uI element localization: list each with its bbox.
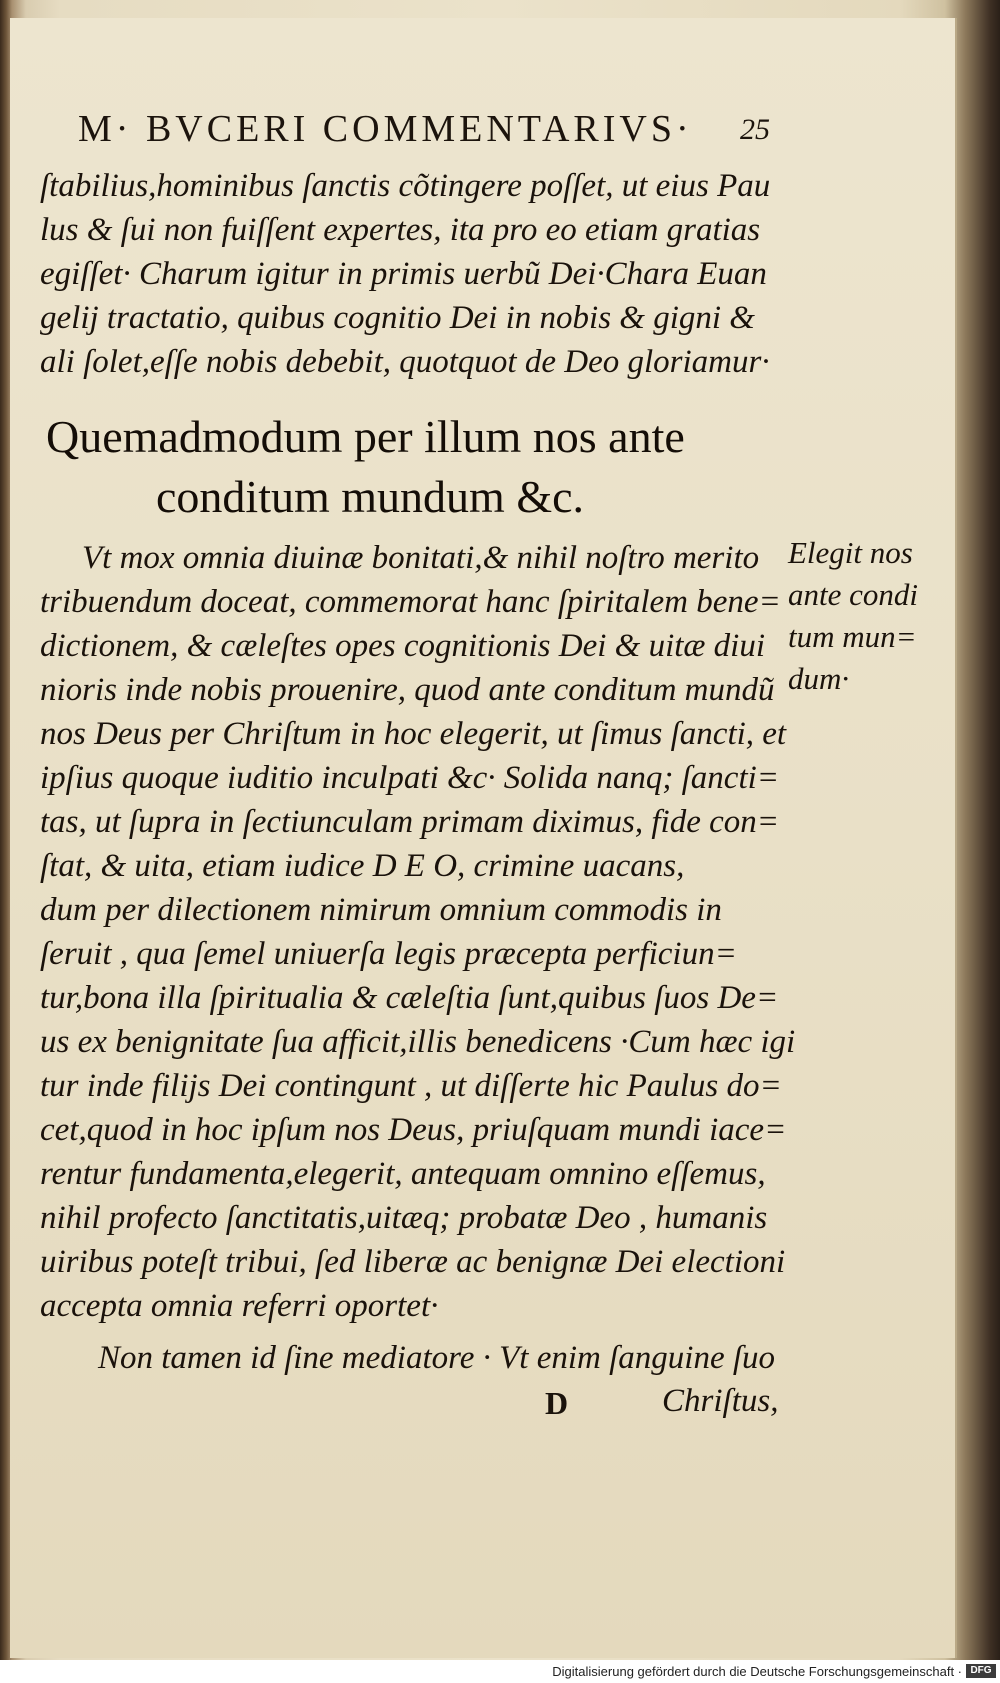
text-line: dictionem, & cæleſtes opes cognitionis Dei & uitæ diui	[40, 628, 766, 664]
text-line: tur,bona illa ſpiritualia & cæleſtia ſunt,quibus ſuos De=	[40, 980, 779, 1016]
text-line: ipſius quoque iuditio inculpati &c· Solida nanq; ſancti=	[40, 760, 780, 796]
text-line: nioris inde nobis prouenire, quod ante conditum mundũ	[40, 672, 775, 708]
text-line: ali ſolet,eſſe nobis debebit, quotquot de Deo gloriamur·	[40, 344, 770, 380]
text-line: rentur fundamenta,elegerit, antequam omnino eſſemus,	[40, 1156, 766, 1192]
heading-line: conditum mundum &c.	[156, 471, 585, 522]
running-head	[48, 95, 768, 155]
funding-credit: Digitalisierung gefördert durch die Deutsche Forschungsgemeinschaft ·	[552, 1664, 962, 1679]
text-line: us ex benignitate ſua afficit,illis benedicens ·Cum hæc igi	[40, 1024, 796, 1060]
footer-bar	[0, 1660, 1000, 1683]
paragraph-last-line: Non tamen id ſine mediatore · Vt enim ſanguine ſuo	[98, 1340, 776, 1376]
signature-mark: D	[545, 1385, 569, 1421]
page-number: 25	[740, 113, 770, 146]
text-line: ſtabilius,hominibus ſanctis cõtingere poſſet, ut eius Pau	[40, 168, 771, 204]
margin-note-line: tum mun=	[788, 619, 917, 654]
dfg-logo: DFG	[966, 1664, 996, 1678]
text-line: nihil profecto ſanctitatis,uitæq; probatæ Deo , humanis	[40, 1200, 768, 1236]
catchword: Chriſtus,	[662, 1383, 779, 1419]
text-line: cet,quod in hoc ipſum nos Deus, priuſquam mundi iace=	[40, 1112, 787, 1148]
text-line: tas, ut ſupra in ſectiunculam primam diximus, fide con=	[40, 804, 780, 840]
text-line: egiſſet· Charum igitur in primis uerbũ Dei·Chara Euan	[40, 256, 767, 292]
heading-line: Quemadmodum per illum nos ante	[46, 411, 685, 462]
text-line: accepta omnia referri oportet·	[40, 1288, 439, 1324]
text-line: ſtat, & uita, etiam iudice D E O, crimine uacans,	[40, 848, 685, 884]
margin-note-line: Elegit nos	[788, 535, 913, 570]
text-line: uiribus poteſt tribui, ſed liberæ ac benignæ Dei electioni	[40, 1244, 786, 1280]
running-head-title: M· BVCERI COMMENTARIVS·	[78, 108, 693, 150]
text-line: nos Deus per Chriſtum in hoc elegerit, ut ſimus ſancti, et	[40, 716, 787, 752]
text-line: Vt mox omnia diuinæ bonitati,& nihil noſtro merito	[82, 540, 760, 576]
text-line: lus & ſui non fuiſſent expertes, ita pro eo etiam gratias	[40, 212, 761, 248]
text-line: tribuendum doceat, commemorat hanc ſpiritalem bene=	[40, 584, 781, 620]
margin-note-line: dum·	[788, 661, 850, 696]
text-line: gelij tractatio, quibus cognitio Dei in nobis & gigni &	[40, 300, 755, 336]
text-line: dum per dilectionem nimirum omnium commodis in	[40, 892, 722, 928]
text-line: tur inde filijs Dei contingunt , ut diſſerte hic Paulus do=	[40, 1068, 782, 1104]
text-line: ſeruit , qua ſemel uniuerſa legis præcepta perficiun=	[40, 936, 737, 972]
margin-note-line: ante condi	[788, 577, 918, 612]
